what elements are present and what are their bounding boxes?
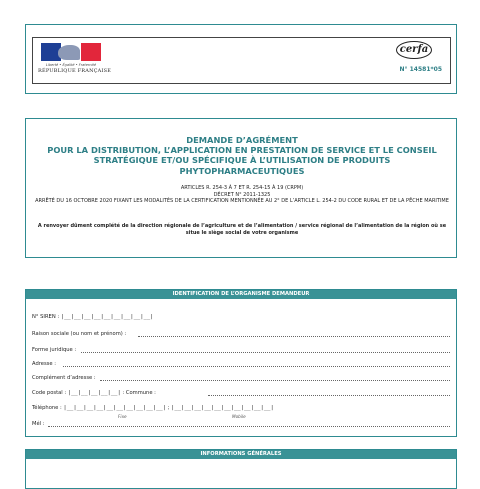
siren-input[interactable]: |__|__|__|__|__|__|__|__|__|: [60, 314, 154, 320]
title-line-3: STRATÉGIQUE ET/OU SPÉCIFIQUE À L’UTILISATION DE PRODUITS: [93, 155, 391, 166]
marianne-logo: [38, 41, 112, 79]
flag-icon: [41, 43, 101, 61]
ref-articles: ARTICLES R. 254-3 À 7 ET R. 254-15 À 19 (CRPM): [180, 185, 304, 191]
forme-label: Forme juridique :: [32, 347, 77, 353]
forme-field[interactable]: [81, 352, 450, 353]
ref-arrete: ARRÊTÉ DU 16 OCTOBRE 2020 FIXANT LES MODALITÉS DE LA CERTIFICATION MENTIONNÉE AU 2° DE L’ARTICLE L. 254-2 DU CODE RURAL ET DE LA PÊCHE MARITIME: [35, 198, 449, 204]
siren-row: [32, 314, 153, 320]
postal-input[interactable]: |__|__|__|__|__|: [67, 390, 121, 396]
title-line-4: PHYTOPHARMACEUTIQUES: [179, 165, 305, 176]
phone-row: [32, 405, 274, 411]
section-heading: INFORMATIONS GÉNÉRALES: [26, 450, 456, 459]
phone-fixe-input[interactable]: |__|__|__|__|__|__|__|__|__|__|: [63, 405, 167, 411]
fixe-caption: Fixe: [118, 414, 127, 419]
ref-decret: DÉCRET N° 2011-1325: [213, 191, 271, 198]
section-heading: IDENTIFICATION DE L’ORGANISME DEMANDEUR: [26, 290, 456, 299]
title-line-2: POUR LA DISTRIBUTION, L’APPLICATION EN PRESTATION DE SERVICE ET LE CONSEIL: [47, 145, 437, 156]
raison-field[interactable]: [138, 336, 450, 337]
return-instruction: A renvoyer dûment complété de la direction régionale de l’agriculture et de l’alimentation / service régional de l’alimentation de la région où se situe le siège social de votre organisme: [37, 223, 447, 236]
header-box: [25, 24, 457, 94]
siren-label: N° SIREN :: [32, 314, 60, 320]
header-inner-frame: [32, 37, 451, 84]
adresse-field[interactable]: [63, 366, 450, 367]
complement-label: Complément d’adresse :: [32, 375, 96, 381]
postal-label: Code postal :: [32, 390, 67, 396]
phone-label: Téléphone :: [32, 405, 62, 411]
legal-references: [30, 185, 454, 205]
title-box: [25, 118, 457, 258]
republic-motto: Liberté • Égalité • Fraternité: [45, 63, 97, 67]
commune-field[interactable]: [208, 395, 450, 396]
postal-row: [32, 390, 156, 396]
complement-field[interactable]: [100, 380, 450, 381]
phone-mobile-input[interactable]: |__|__|__|__|__|__|__|__|__|__|: [171, 405, 274, 411]
identification-section: [25, 289, 457, 437]
republic-name: RÉPUBLIQUE FRANÇAISE: [38, 68, 112, 74]
mel-field[interactable]: [48, 426, 450, 427]
mel-label: Mél :: [32, 421, 45, 427]
form-title: [30, 135, 454, 176]
title-line-1: DEMANDE D’AGRÉMENT: [186, 135, 298, 145]
cerfa-number: N° 14581*05: [399, 66, 442, 73]
cerfa-logo: cerfa: [396, 41, 432, 59]
raison-label: Raison sociale (ou nom et prénom) :: [32, 331, 127, 337]
phone-separator: ;: [167, 405, 170, 411]
mobile-caption: Mobile: [232, 414, 246, 419]
commune-label: : Commune :: [122, 390, 156, 396]
adresse-label: Adresse :: [32, 361, 56, 367]
general-info-section: [25, 449, 457, 489]
